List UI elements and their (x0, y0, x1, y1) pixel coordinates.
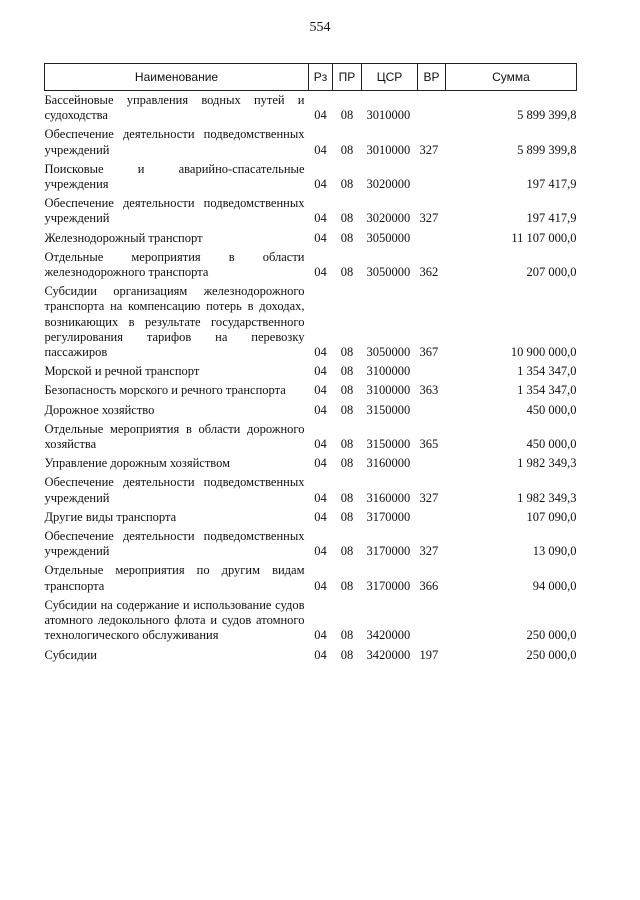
cell-pr: 08 (340, 211, 354, 226)
cell-vr: 362 (419, 265, 439, 280)
cell-pr: 08 (340, 108, 354, 123)
cell-rz: 04 (314, 211, 327, 226)
cell-rz: 04 (314, 177, 327, 192)
cell-vr: 197 (419, 647, 439, 662)
cell-rz: 04 (314, 437, 327, 452)
cell-rz: 04 (314, 345, 327, 360)
cell-name: Обеспечение деятельности подведомственных учреждений (44, 529, 305, 559)
cell-sum: 207 000,0 (526, 265, 577, 280)
cell-name: Субсидии (44, 647, 97, 662)
cell-name: Субсидии на содержание и использование судов атомного ледокольного флота и судов атомного технологического обслуживания (44, 597, 305, 643)
cell-csr: 3100000 (366, 383, 411, 398)
cell-sum: 1 982 349,3 (517, 456, 577, 471)
cell-pr: 08 (340, 230, 354, 245)
cell-rz: 04 (314, 142, 327, 157)
cell-pr: 08 (340, 509, 354, 524)
cell-rz: 04 (314, 230, 327, 245)
cell-name: Обеспечение деятельности подведомственных учреждений (44, 127, 305, 157)
table-row (45, 229, 577, 248)
cell-vr: 367 (419, 345, 439, 360)
cell-vr (418, 362, 446, 381)
cell-sum: 450 000,0 (526, 437, 577, 452)
cell-sum: 250 000,0 (526, 628, 577, 643)
header-csr: ЦСР (362, 64, 418, 91)
cell-vr (418, 229, 446, 248)
cell-pr: 08 (340, 578, 354, 593)
cell-csr: 3010000 (366, 142, 411, 157)
cell-vr: 327 (419, 544, 439, 559)
cell-csr: 3050000 (366, 265, 411, 280)
cell-name: Отдельные мероприятия в области дорожного хозяйства (44, 421, 305, 452)
cell-pr: 08 (340, 383, 354, 398)
cell-rz: 04 (314, 402, 327, 417)
cell-rz: 04 (314, 456, 327, 471)
cell-vr: 327 (419, 142, 439, 157)
cell-sum: 11 107 000,0 (511, 230, 577, 245)
cell-csr: 3020000 (366, 211, 411, 226)
cell-name: Дорожное хозяйство (44, 402, 155, 417)
cell-sum: 94 000,0 (532, 578, 577, 593)
cell-rz: 04 (314, 383, 327, 398)
cell-pr: 08 (340, 364, 354, 379)
table-row (45, 527, 577, 561)
cell-sum: 1 354 347,0 (517, 383, 577, 398)
page-number: 554 (309, 20, 331, 35)
table-row (45, 420, 577, 454)
cell-vr (418, 91, 446, 126)
table-row (45, 454, 577, 473)
header-rz: Рз (309, 64, 333, 91)
cell-pr: 08 (340, 142, 354, 157)
cell-vr: 365 (419, 437, 439, 452)
cell-csr: 3420000 (366, 628, 411, 643)
cell-name: Другие виды транспорта (44, 509, 177, 524)
table-row (45, 160, 577, 194)
cell-sum: 1 982 349,3 (517, 490, 577, 505)
table-row (45, 561, 577, 595)
cell-rz: 04 (314, 544, 327, 559)
cell-rz: 04 (314, 490, 327, 505)
cell-csr: 3050000 (366, 230, 411, 245)
table-row (45, 596, 577, 646)
table-row (45, 401, 577, 420)
cell-name: Отдельные мероприятия в области железнодорожного транспорта (44, 249, 305, 280)
cell-rz: 04 (314, 578, 327, 593)
cell-name: Обеспечение деятельности подведомственных учреждений (44, 475, 305, 505)
table-row (45, 381, 577, 400)
table-row (45, 91, 577, 126)
cell-csr: 3420000 (366, 647, 411, 662)
cell-pr: 08 (340, 402, 354, 417)
cell-sum: 107 090,0 (526, 509, 577, 524)
header-sum: Сумма (446, 64, 577, 91)
cell-pr: 08 (340, 265, 354, 280)
cell-csr: 3010000 (366, 108, 411, 123)
cell-sum: 10 900 000,0 (510, 345, 577, 360)
header-row (45, 64, 577, 91)
cell-name: Обеспечение деятельности подведомственных учреждений (44, 196, 305, 226)
header-name: Наименование (45, 64, 309, 91)
cell-csr: 3160000 (366, 490, 411, 505)
cell-rz: 04 (314, 108, 327, 123)
cell-sum: 197 417,9 (526, 211, 577, 226)
cell-name: Отдельные мероприятия по другим видам транспорта (44, 563, 305, 593)
header-pr: ПР (333, 64, 362, 91)
cell-sum: 1 354 347,0 (517, 364, 577, 379)
cell-pr: 08 (340, 490, 354, 505)
cell-pr: 08 (340, 437, 354, 452)
cell-rz: 04 (314, 509, 327, 524)
cell-pr: 08 (340, 544, 354, 559)
table-row (45, 282, 577, 362)
cell-name: Бассейновые управления водных путей и судоходства (44, 93, 305, 123)
cell-pr: 08 (340, 647, 354, 662)
cell-csr: 3170000 (366, 509, 411, 524)
cell-rz: 04 (314, 647, 327, 662)
cell-name: Безопасность морского и речного транспорта (44, 383, 286, 398)
cell-sum: 450 000,0 (526, 402, 577, 417)
cell-pr: 08 (340, 345, 354, 360)
cell-sum: 250 000,0 (526, 647, 577, 662)
cell-csr: 3150000 (366, 437, 411, 452)
cell-rz: 04 (314, 628, 327, 643)
cell-vr: 327 (419, 211, 439, 226)
cell-csr: 3020000 (366, 177, 411, 192)
cell-vr (418, 454, 446, 473)
budget-table (44, 63, 577, 665)
cell-csr: 3050000 (366, 345, 411, 360)
cell-vr (418, 160, 446, 194)
cell-sum: 13 090,0 (532, 544, 577, 559)
cell-pr: 08 (340, 177, 354, 192)
cell-vr: 327 (419, 490, 439, 505)
table-row (45, 508, 577, 527)
table-row (45, 194, 577, 228)
table-row (45, 248, 577, 282)
cell-sum: 5 899 399,8 (517, 142, 577, 157)
cell-rz: 04 (314, 364, 327, 379)
header-vr: ВР (418, 64, 446, 91)
table-row (45, 646, 577, 665)
cell-vr: 363 (419, 383, 439, 398)
cell-name: Железнодорожный транспорт (44, 230, 203, 245)
cell-csr: 3160000 (366, 456, 411, 471)
cell-csr: 3150000 (366, 402, 411, 417)
table-header (45, 64, 577, 91)
cell-name: Субсидии организациям железнодорожного транспорта на компенсацию потерь в доходах, возникающих в результате государственного регулирования тарифов на перевозку пассажиров (44, 284, 305, 360)
cell-csr: 3170000 (366, 578, 411, 593)
cell-name: Морской и речной транспорт (44, 364, 200, 379)
cell-csr: 3170000 (366, 544, 411, 559)
table-body (45, 91, 577, 665)
table-row (45, 473, 577, 507)
table-row (45, 125, 577, 159)
cell-csr: 3100000 (366, 364, 411, 379)
cell-vr: 366 (419, 578, 439, 593)
cell-sum: 197 417,9 (526, 177, 577, 192)
cell-sum: 5 899 399,8 (517, 108, 577, 123)
cell-name: Поисковые и аварийно-спасательные учреждения (44, 161, 305, 192)
cell-vr (418, 596, 446, 646)
cell-rz: 04 (314, 265, 327, 280)
cell-vr (418, 401, 446, 420)
cell-pr: 08 (340, 456, 354, 471)
cell-pr: 08 (340, 628, 354, 643)
table-row (45, 362, 577, 381)
cell-name: Управление дорожным хозяйством (44, 456, 231, 471)
cell-vr (418, 508, 446, 527)
